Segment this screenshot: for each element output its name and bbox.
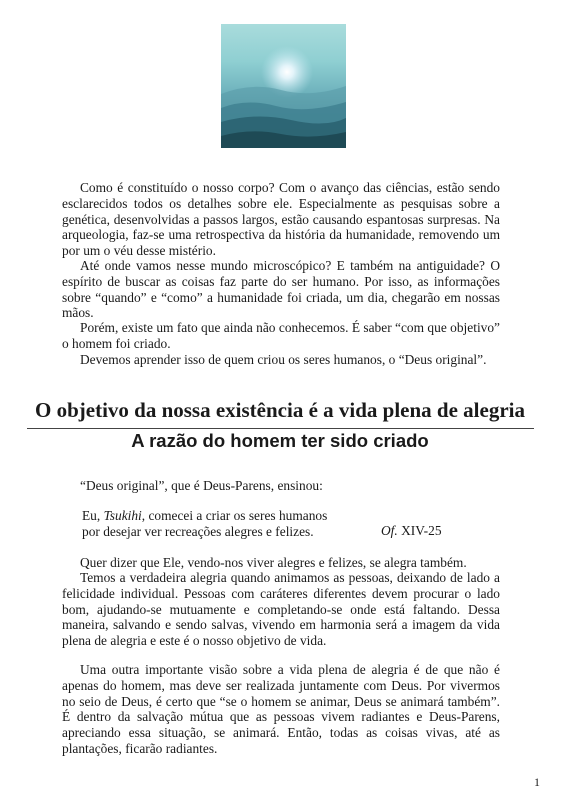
header-photo-misty-mountains xyxy=(221,24,346,148)
section-title: O objetivo da nossa existência é a vida plena de alegria xyxy=(35,398,525,422)
reference-number: XIV-25 xyxy=(397,523,442,538)
reference-prefix: Of. xyxy=(381,523,398,538)
page-number: 1 xyxy=(534,775,540,789)
body-paragraph-3: Uma outra importante visão sobre a vida plena de alegria é de que não é apenas do homem, mas deve ser realizada juntamente com Deus. Por vivermos no seio de Deus, é certo que “se o homem se animar, Deus se animará também”. É dentro da salvação mútua que as pessoas vivem radiantes e Deus-Parens, apreciando essa situação, se animará. Então, todas as coisas vivas, até as plantações, ficarão radiantes. xyxy=(62,662,500,756)
intro-paragraph-3: Porém, existe um fato que ainda não conhecemos. É saber “com que objetivo” o homem foi criado. xyxy=(62,320,500,351)
scripture-quote-line-1 xyxy=(82,508,327,524)
intro-paragraph-2: Até onde vamos nesse mundo microscópico? E também na antiguidade? O espírito de buscar as coisas faz parte do ser humano. Por isso, as informações sobre “quando” e “como” a humanidade foi criada, um dia, chegarão em nossas mãos. xyxy=(62,258,500,321)
intro-paragraph-1: Como é constituído o nosso corpo? Com o avanço das ciências, estão sendo esclarecidos todos os detalhes sobre ele. Especialmente as pesquisas sobre a genética, desenvolvidas a passos largos, estão causando espantosas surpresas. Na arqueologia, faz-se uma retrospectiva da história da humanidade, removendo um por um o véu desse mistério. xyxy=(62,180,500,259)
scripture-reference xyxy=(381,523,442,539)
quote-name-tsukihi: Tsukihi xyxy=(103,508,142,523)
title-divider xyxy=(27,428,534,429)
intro-paragraph-4: Devemos aprender isso de quem criou os seres humanos, o “Deus original”. xyxy=(80,352,487,367)
quote-text: , comecei a criar os seres humanos xyxy=(141,508,328,523)
body-paragraph-1: Quer dizer que Ele, vendo-nos viver alegres e felizes, se alegra também. xyxy=(80,555,467,570)
body-paragraph-2: Temos a verdadeira alegria quando animamos as pessoas, deixando de lado a felicidade individual. Pessoas com caráteres diferentes devem procurar o lado bom, ajudando-se mutuamente e completando-se onde está faltando. Dessa maneira, salvando e sendo salvas, vivendo em harmonia será a imagem da vida plena de alegria e este é o nosso objetivo de vida. xyxy=(62,570,500,649)
quote-lead: “Deus original”, que é Deus-Parens, ensinou: xyxy=(80,478,323,493)
section-subtitle: A razão do homem ter sido criado xyxy=(131,430,429,451)
quote-text: Eu, xyxy=(82,508,104,523)
scripture-quote-line-2: por desejar ver recreações alegres e felizes. xyxy=(82,524,314,539)
